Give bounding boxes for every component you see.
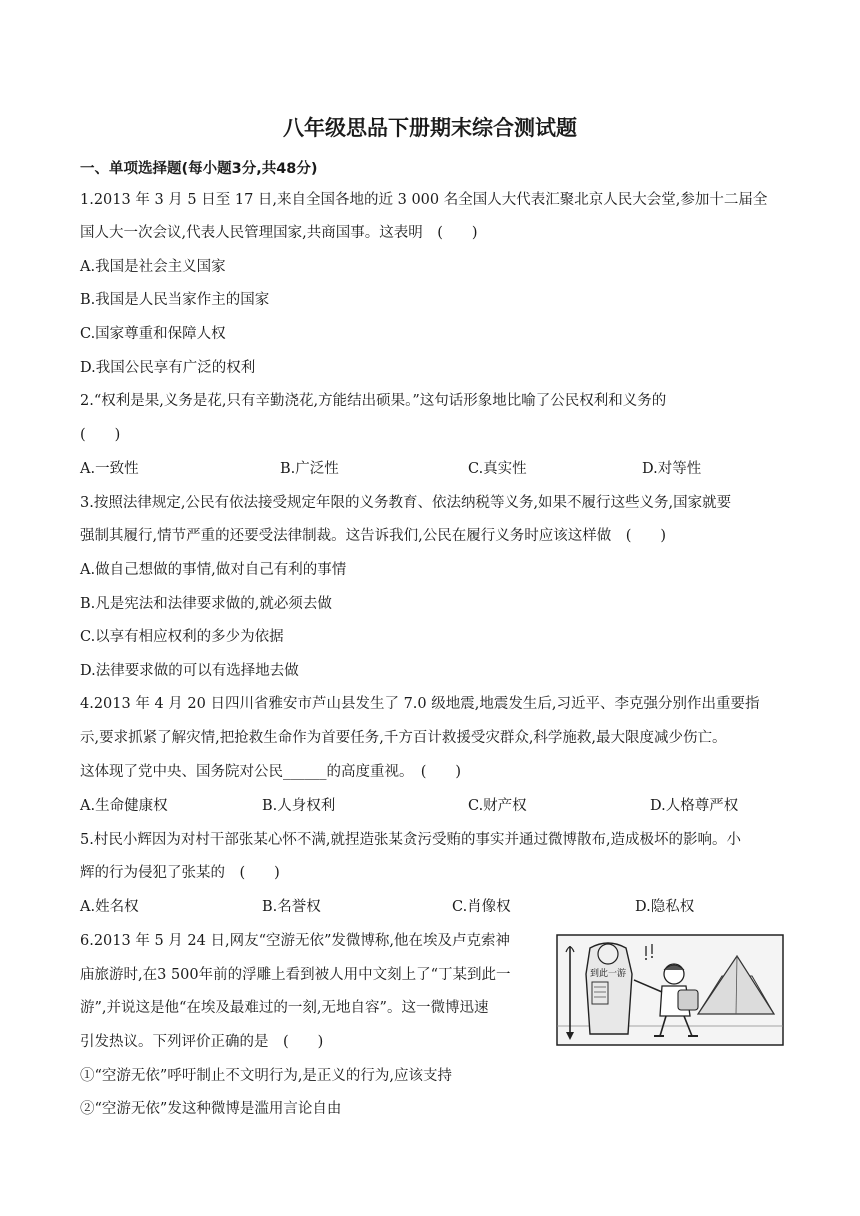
q5-option-c: C.肖像权 bbox=[452, 899, 511, 915]
q3-option-c: C.以享有相应权利的多少为依据 bbox=[80, 629, 284, 645]
q4-option-b: B.人身权利 bbox=[262, 798, 336, 814]
q3-line-1: 3.按照法律规定,公民有依法接受规定年限的义务教育、依法纳税等义务,如果不履行这些义务,国家就要 bbox=[80, 495, 732, 511]
q6-line-4: 引发热议。下列评价正确的是 ( ) bbox=[80, 1034, 324, 1050]
q5-option-d: D.隐私权 bbox=[635, 899, 695, 915]
page-title: 八年级思品下册期末综合测试题 bbox=[283, 116, 577, 140]
q1-option-a: A.我国是社会主义国家 bbox=[80, 259, 226, 275]
q6-statement-2: ②“空游无依”发这种微博是滥用言论自由 bbox=[80, 1101, 342, 1117]
q5-option-b: B.名誉权 bbox=[262, 899, 321, 915]
q4-line-1: 4.2013 年 4 月 20 日四川省雅安市芦山县发生了 7.0 级地震,地震发生后,习近平、李克强分别作出重要指 bbox=[80, 696, 760, 712]
q4-option-c: C.财产权 bbox=[468, 798, 527, 814]
q3-option-d: D.法律要求做的可以有选择地去做 bbox=[80, 663, 299, 679]
q4-line-2: 示,要求抓紧了解灾情,把抢救生命作为首要任务,千方百计救援受灾群众,科学施救,最大限度减少伤亡。 bbox=[80, 730, 727, 746]
q3-line-2: 强制其履行,情节严重的还要受法律制裁。这告诉我们,公民在履行义务时应该这样做 ( ) bbox=[80, 528, 667, 544]
q5-line-2: 辉的行为侵犯了张某的 ( ) bbox=[80, 865, 280, 881]
q1-line-2: 国人大一次会议,代表人民管理国家,共商国事。这表明 ( ) bbox=[80, 225, 478, 241]
q4-option-d: D.人格尊严权 bbox=[650, 798, 739, 814]
q6-statement-1: ①“空游无依”呼吁制止不文明行为,是正义的行为,应该支持 bbox=[80, 1068, 453, 1084]
q4-line-3: 这体现了党中央、国务院对公民______的高度重视。 ( ) bbox=[80, 764, 462, 780]
q2-option-b: B.广泛性 bbox=[280, 461, 339, 477]
q2-option-d: D.对等性 bbox=[642, 461, 702, 477]
q6-line-3: 游”,并说这是他“在埃及最难过的一刻,无地自容”。这一微博迅速 bbox=[80, 1000, 489, 1016]
q2-line-2: ( ) bbox=[80, 427, 121, 443]
section-heading: 一、单项选择题(每小题3分,共48分) bbox=[80, 161, 318, 177]
q1-line-1: 1.2013 年 3 月 5 日至 17 日,来自全国各地的近 3 000 名全国人大代表汇聚北京人民大会堂,参加十二届全 bbox=[80, 192, 768, 208]
q1-option-d: D.我国公民享有广泛的权利 bbox=[80, 360, 256, 376]
q2-line-1: 2.“权利是果,义务是花,只有辛勤浇花,方能结出硕果。”这句话形象地比喻了公民权利和义务的 bbox=[80, 393, 667, 409]
q2-option-a: A.一致性 bbox=[80, 461, 139, 477]
cartoon-illustration bbox=[556, 934, 784, 1046]
q1-option-c: C.国家尊重和保障人权 bbox=[80, 326, 226, 342]
q2-options bbox=[80, 459, 780, 479]
q4-option-a: A.生命健康权 bbox=[80, 798, 168, 814]
q2-option-c: C.真实性 bbox=[468, 461, 527, 477]
q5-options bbox=[80, 897, 780, 917]
q6-line-1: 6.2013 年 5 月 24 日,网友“空游无依”发微博称,他在埃及卢克索神 bbox=[80, 933, 510, 949]
q1-option-b: B.我国是人民当家作主的国家 bbox=[80, 292, 270, 308]
q3-option-b: B.凡是宪法和法律要求做的,就必须去做 bbox=[80, 596, 332, 612]
cartoon-graffiti-text: 到此一游 bbox=[589, 969, 627, 979]
q6-line-2: 庙旅游时,在3 500年前的浮雕上看到被人用中文刻上了“丁某到此一 bbox=[80, 967, 511, 983]
q5-option-a: A.姓名权 bbox=[80, 899, 139, 915]
q3-option-a: A.做自己想做的事情,做对自己有利的事情 bbox=[80, 562, 347, 578]
q4-options bbox=[80, 796, 780, 816]
q5-line-1: 5.村民小辉因为对村干部张某心怀不满,就捏造张某贪污受贿的事实并通过微博散布,造成极坏的影响。小 bbox=[80, 832, 742, 848]
